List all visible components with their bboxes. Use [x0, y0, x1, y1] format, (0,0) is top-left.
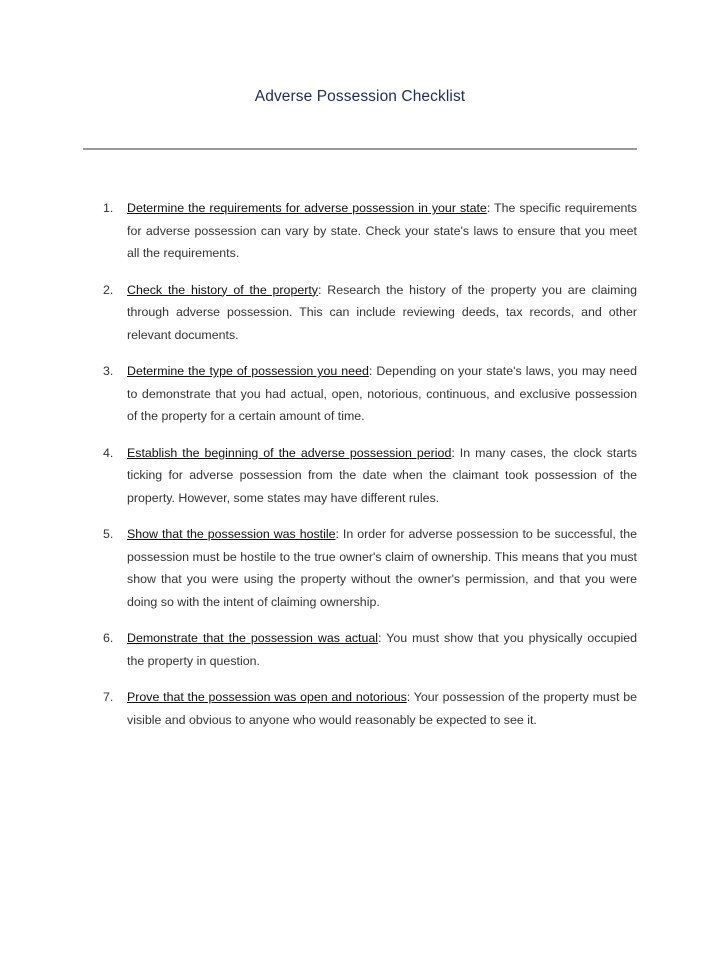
item-number: 5.	[103, 527, 114, 541]
checklist-item	[103, 627, 637, 672]
checklist-item	[103, 523, 637, 613]
checklist	[103, 197, 637, 745]
document-title: Adverse Possession Checklist	[254, 88, 466, 105]
item-number: 7.	[103, 690, 114, 704]
item-body: : The specific requirements for adverse possession can vary by state. Check your state's laws to ensure that you meet all the requirements.	[127, 201, 637, 260]
item-heading: Check the history of the property	[127, 282, 318, 297]
item-body: : Depending on your state's laws, you may need to demonstrate that you had actual, open, notorious, continuous, and exclusive possession of the property for a certain amount of time.	[127, 364, 637, 423]
item-body: : You must show that you physically occupied the property in question.	[127, 631, 638, 668]
item-number: 3.	[103, 364, 114, 378]
item-body: : In order for adverse possession to be successful, the possession must be hostile to the true owner's claim of ownership. This means that you must show that you were using the property without the owner's permission, and that you were doing so with the intent of claiming ownership.	[127, 527, 637, 609]
item-number: 6.	[103, 631, 114, 645]
item-heading: Determine the requirements for adverse possession in your state	[127, 201, 487, 215]
item-heading: Prove that the possession was open and notorious	[127, 690, 407, 704]
item-body: : Your possession of the property must be visible and obvious to anyone who would reasonably be expected to see it.	[127, 690, 637, 727]
checklist-item	[103, 197, 637, 265]
item-body: : Research the history of the property you are claiming through adverse possession. This can include reviewing deeds, tax records, and other relevant documents.	[127, 282, 637, 342]
item-heading: Determine the type of possession you need	[127, 364, 369, 378]
checklist-item	[103, 442, 637, 510]
title-divider	[83, 148, 637, 150]
item-heading: Establish the beginning of the adverse possession period	[127, 445, 452, 460]
checklist-item	[103, 360, 637, 428]
item-number: 2.	[103, 282, 114, 297]
item-number: 4.	[103, 445, 114, 460]
item-heading: Show that the possession was hostile	[127, 527, 336, 541]
item-number: 1.	[103, 201, 114, 215]
checklist-item	[103, 686, 637, 731]
item-heading: Demonstrate that the possession was actual	[127, 631, 379, 645]
item-body: : In many cases, the clock starts ticking for adverse possession from the date when the claimant took possession of the property. However, some states may have different rules.	[127, 445, 637, 505]
checklist-item	[103, 279, 637, 347]
